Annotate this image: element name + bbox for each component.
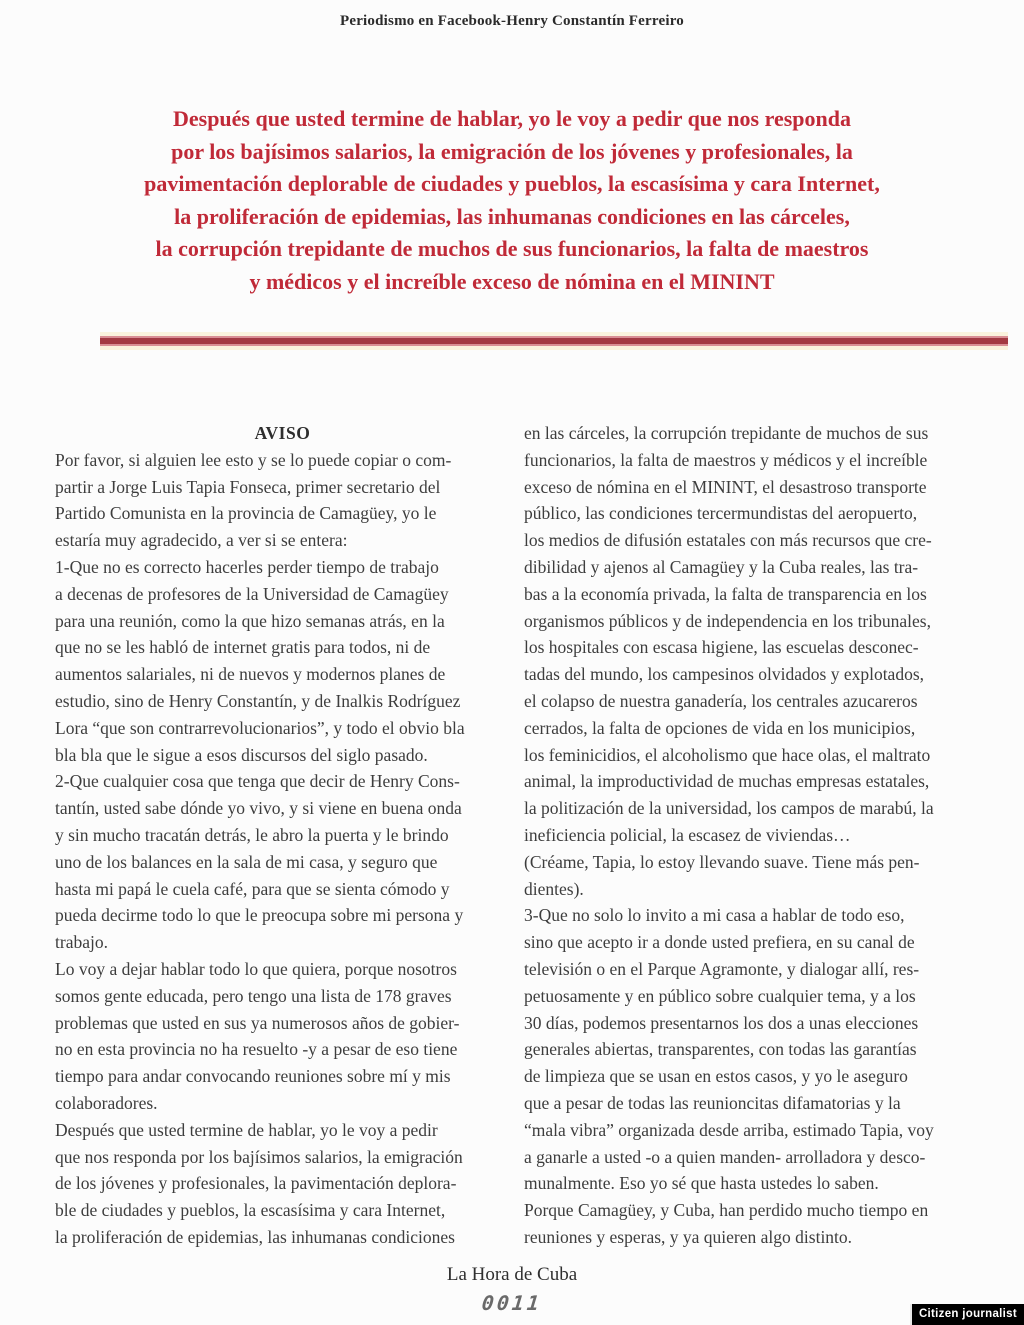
- text-line: cerrados, la falta de opciones de vida en los municipios,: [524, 717, 916, 738]
- text-line: que no se les habló de internet gratis para todos, ni de: [55, 637, 431, 658]
- text-line: Después que usted termine de hablar, yo le voy a pedir que nos responda: [172, 106, 851, 131]
- left-column-text: [55, 447, 510, 1251]
- text-line: organismos públicos y de independencia en los tribunales,: [524, 610, 931, 631]
- text-line: petuosamente y en público sobre cualquier tema, y a los: [524, 985, 916, 1006]
- text-line: público, las condiciones tercermundistas del aeropuerto,: [524, 503, 918, 524]
- text-line: ineficiencia policial, la escasez de viviendas…: [524, 824, 851, 845]
- text-line: de limpieza que se usan en estos casos, y yo le aseguro: [524, 1066, 908, 1087]
- divider-rule: [100, 336, 1008, 346]
- decorative-divider: [100, 332, 1008, 350]
- page-header-title: Periodismo en Facebook-Henry Constantín Ferreiro: [339, 13, 684, 29]
- text-line: los medios de difusión estatales con más recursos que cre-: [524, 530, 932, 551]
- text-line: sino que acepto ir a donde usted prefiera, en su canal de: [524, 932, 915, 953]
- text-line: pavimentación deplorable de ciudades y pueblos, la escasísima y cara Internet,: [144, 171, 880, 196]
- text-line: que a pesar de todas las reunioncitas difamatorias y la: [524, 1092, 901, 1113]
- left-column: [55, 420, 510, 1251]
- text-line: exceso de nómina en el MININT, el desastroso transporte: [524, 476, 927, 497]
- text-line: los feminicidios, el alcoholismo que hace olas, el maltrato: [524, 744, 931, 765]
- text-line: somos gente educada, pero tengo una lista de 178 graves: [55, 985, 452, 1006]
- text-line: problemas que usted en sus ya numerosos años de gobier-: [55, 1012, 460, 1033]
- text-line: munalmente. Eso yo sé que hasta ustedes lo saben.: [524, 1173, 879, 1194]
- right-column: [524, 420, 995, 1251]
- text-line: a decenas de profesores de la Universidad de Camagüey: [55, 583, 449, 604]
- text-line: uno de los balances en la sala de mi casa, y seguro que: [55, 851, 438, 872]
- text-line: 1-Que no es correcto hacerles perder tiempo de trabajo: [55, 556, 439, 577]
- text-line: la proliferación de epidemias, las inhumanas condiciones: [55, 1226, 455, 1247]
- text-line: trabajo.: [55, 932, 108, 953]
- text-line: de los jóvenes y profesionales, la pavimentación deplora-: [55, 1173, 457, 1194]
- text-line: 3-Que no solo lo invito a mi casa a hablar de todo eso,: [524, 905, 905, 926]
- text-line: para una reunión, como la que hizo semanas atrás, en la: [55, 610, 445, 631]
- text-line: televisión o en el Parque Agramonte, y dialogar allí, res-: [524, 958, 920, 979]
- text-line: dibilidad y ajenos al Camagüey y la Cuba reales, las tra-: [524, 556, 919, 577]
- text-line: reuniones y esperas, y ya quieren algo distinto.: [524, 1226, 853, 1247]
- text-line: la corrupción trepidante de muchos de sus funcionarios, la falta de maestros: [155, 236, 869, 261]
- text-line: el colapso de nuestra ganadería, los centrales azucareros: [524, 690, 918, 711]
- text-line: funcionarios, la falta de maestros y médicos y el increíble: [524, 449, 928, 470]
- publication-name: La Hora de Cuba: [446, 1264, 578, 1285]
- text-line: generales abiertas, transparentes, con todas las garantías: [524, 1039, 917, 1060]
- visit-counter: 0011: [480, 1291, 544, 1315]
- article-body: [55, 420, 995, 1251]
- text-line: tantín, usted sabe dónde yo vivo, y si viene en buena onda: [55, 798, 462, 819]
- text-line: a ganarle a usted -o a quien manden- arrolladora y desco-: [524, 1146, 926, 1167]
- text-line: en las cárceles, la corrupción trepidante de muchos de sus: [524, 423, 929, 443]
- text-line: la proliferación de epidemias, las inhumanas condiciones en las cárceles,: [174, 203, 850, 229]
- text-line: (Créame, Tapia, lo estoy llevando suave. Tiene más pen-: [524, 851, 920, 872]
- text-line: Porque Camagüey, y Cuba, han perdido mucho tiempo en: [524, 1200, 929, 1221]
- text-line: dientes).: [524, 878, 584, 899]
- headline-block: [70, 103, 954, 298]
- text-line: por los bajísimos salarios, la emigración de los jóvenes y profesionales, la: [171, 138, 853, 164]
- text-line: ble de ciudades y pueblos, la escasísima y cara Internet,: [55, 1200, 446, 1221]
- text-line: aumentos salariales, ni de nuevos y modernos planes de: [55, 664, 446, 685]
- text-line: partir a Jorge Luis Tapia Fonseca, primer secretario del: [55, 476, 441, 497]
- text-line: Lo voy a dejar hablar todo lo que quiera, porque nosotros: [55, 958, 457, 979]
- text-line: Lora “que son contrarrevolucionarios”, y todo el obvio bla: [55, 717, 465, 738]
- text-line: tiempo para andar convocando reuniones sobre mí y mis: [55, 1066, 451, 1087]
- text-line: colaboradores.: [55, 1092, 158, 1113]
- text-line: hasta mi papá le cuela café, para que se sienta cómodo y: [55, 878, 450, 899]
- text-line: bla bla que le sigue a esos discursos del siglo pasado.: [55, 744, 428, 765]
- text-line: que nos responda por los bajísimos salarios, la emigración: [55, 1146, 463, 1167]
- text-line: bas a la economía privada, la falta de transparencia en los: [524, 583, 927, 604]
- text-line: Partido Comunista en la provincia de Camagüey, yo le: [55, 503, 437, 524]
- text-line: estudio, sino de Henry Constantín, y de Inalkis Rodríguez: [55, 690, 461, 711]
- text-line: “mala vibra” organizada desde arriba, estimado Tapia, voy: [524, 1119, 934, 1140]
- citizen-journalist-badge: Citizen journalist: [910, 1304, 1024, 1325]
- text-line: Después que usted termine de hablar, yo le voy a pedir: [55, 1119, 438, 1140]
- text-line: 2-Que cualquier cosa que tenga que decir de Henry Cons-: [55, 771, 460, 792]
- text-line: Por favor, si alguien lee esto y se lo puede copiar o com-: [55, 449, 452, 470]
- text-line: estaría muy agradecido, a ver si se entera:: [55, 530, 348, 551]
- text-line: animal, la improductividad de muchas empresas estatales,: [524, 771, 930, 792]
- text-line: pueda decirme todo lo que le preocupa sobre mi persona y: [55, 905, 464, 926]
- text-line: los hospitales con escasa higiene, las escuelas desconec-: [524, 637, 919, 658]
- text-line: la politización de la universidad, los campos de marabú, la: [524, 798, 934, 819]
- aviso-heading: AVISO: [254, 423, 311, 443]
- text-line: no en esta provincia no ha resuelto -y a pesar de eso tiene: [55, 1039, 458, 1060]
- right-column-text: [524, 420, 995, 1251]
- text-line: tadas del mundo, los campesinos olvidados y explotados,: [524, 664, 925, 685]
- text-line: 30 días, podemos presentarnos los dos a unas elecciones: [524, 1012, 919, 1033]
- text-line: y sin mucho tracatán detrás, le abro la puerta y le brindo: [55, 824, 449, 845]
- text-line: y médicos y el increíble exceso de nómina en el MININT: [249, 268, 775, 294]
